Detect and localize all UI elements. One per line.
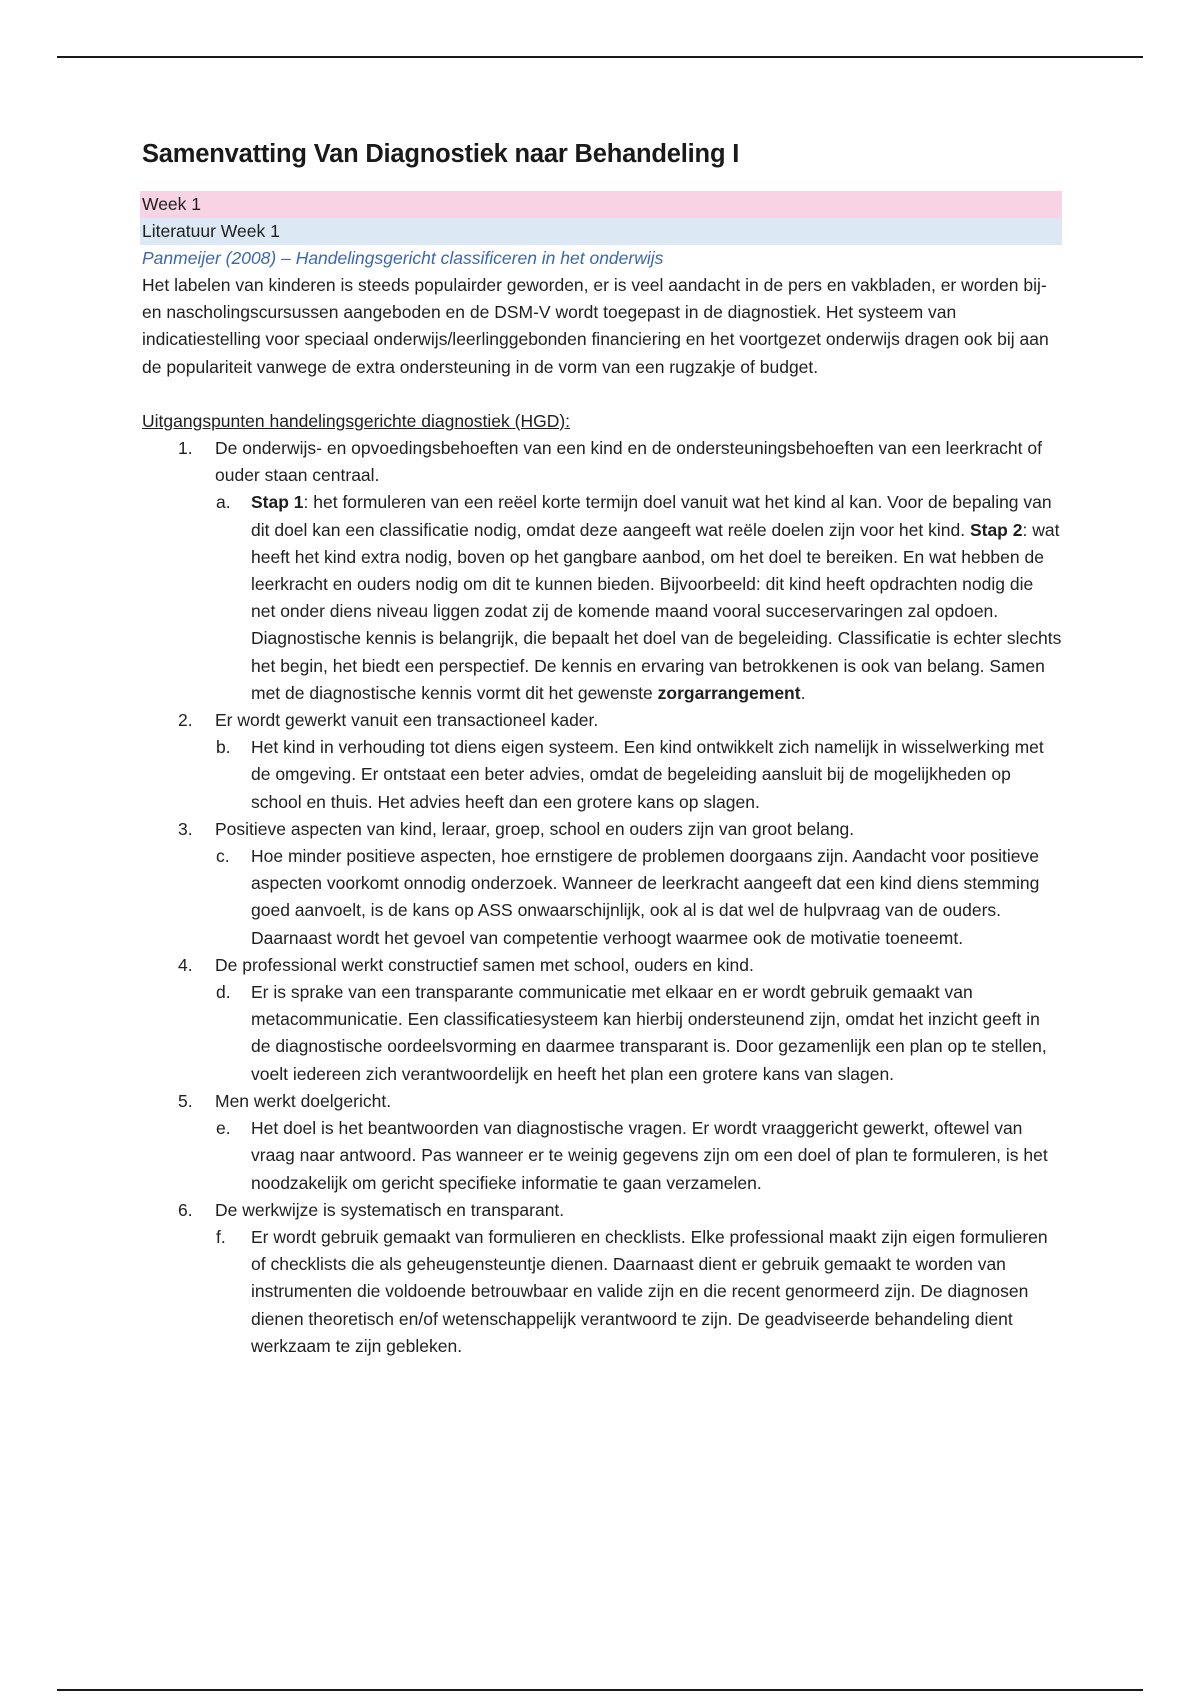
sub-item-letter: c. (216, 846, 230, 867)
item-text: Men werkt doelgericht. (215, 1090, 392, 1111)
stap2-label: Stap 2 (969, 519, 1023, 540)
sub-item (142, 843, 1062, 952)
intro-paragraph: Het labelen van kinderen is steeds populairder geworden, er is veel aandacht in de pers en vakbladen, er worden bij- en nascholingscursussen aangeboden en de DSM-V wordt toegepast in de diagnostiek. Het systeem van indicatiestelling voor speciaal onderwijs/leerlinggebonden financiering en het voortgezet onderwijs dragen ook bij aan de populariteit vanwege de extra ondersteuning in de vorm van een rugzakje of budget. (142, 275, 1049, 377)
reference-heading: Panmeijer (2008) – Handelingsgericht classificeren in het onderwijs (142, 248, 664, 268)
list-item (142, 435, 1062, 707)
sub-item-text: Het doel is het beantwoorden van diagnostische vragen. Er wordt vraaggericht gewerkt, oftewel van vraag naar antwoord. Pas wanneer er te weinig gegevens zijn om een doel of plan te formuleren, is het noodzakelijk om gericht specifieke informatie te gaan verzamelen. (251, 1118, 1048, 1193)
list-item (142, 1088, 1062, 1197)
literature-heading: Literatuur Week 1 (140, 218, 1062, 245)
week-heading: Week 1 (140, 191, 1062, 218)
section-heading: Uitgangspunten handelingsgerichte diagnostiek (HGD): (142, 410, 571, 431)
list-item (142, 1197, 1062, 1360)
list-item (142, 952, 1062, 1088)
item-number: 3. (178, 818, 193, 839)
sub-item-text: Hoe minder positieve aspecten, hoe ernstigere de problemen doorgaans zijn. Aandacht voor positieve aspecten voorkomt onnodig onderzoek. Wanneer de leerkracht aangeeft dat een kind diens stemming goed aanvoelt, is de kans op ASS onwaarschijnlijk, ook al is dat wel de hulpvraag van de ouders. Daarnaast wordt het gevoel van competentie verhoogt waarmee ook de motivatie toeneemt. (251, 846, 1040, 948)
item-text: Positieve aspecten van kind, leraar, groep, school en ouders zijn van groot belang. (215, 818, 855, 839)
sub-item-letter: a. (216, 492, 231, 513)
sub-item-letter: d. (216, 982, 231, 1003)
sub-item (142, 1115, 1062, 1197)
sub-item (142, 489, 1062, 707)
item-number: 1. (178, 438, 193, 459)
sub-item-text: Er wordt gebruik gemaakt van formulieren en checklists. Elke professional maakt zijn eigen formulieren of checklists die als geheugensteuntje dienen. Daarnaast dient er gebruik gemaakt te worden van instrumenten die voldoende betrouwbaar en valide zijn en die recent genormeerd zijn. De diagnosen dienen theoretisch en/of wetenschappelijk verantwoord te zijn. De geadviseerde behandeling dient werkzaam te zijn gebleken. (251, 1226, 1048, 1356)
item-number: 2. (178, 710, 193, 731)
sub-item-letter: e. (216, 1118, 231, 1139)
item-number: 6. (178, 1199, 193, 1220)
sub-item-text: Het kind in verhouding tot diens eigen systeem. Een kind ontwikkelt zich namelijk in wisselwerking met de omgeving. Er ontstaat een beter advies, omdat de begeleiding aansluit bij de mogelijkheden op school en thuis. Het advies heeft dan een grotere kans op slagen. (251, 737, 1044, 812)
sub-item-letter: f. (216, 1226, 226, 1247)
footer-rule (57, 1689, 1143, 1691)
sub-item (142, 734, 1062, 816)
item-number: 4. (178, 954, 193, 975)
sub-item-letter: b. (216, 737, 231, 758)
item-text: Er wordt gewerkt vanuit een transactioneel kader. (215, 710, 599, 731)
sub-item (142, 1224, 1062, 1360)
item-text: De professional werkt constructief samen met school, ouders en kind. (215, 954, 754, 975)
principles-list (142, 435, 1062, 1360)
sub-item-text: Er is sprake van een transparante communicatie met elkaar en er wordt gebruik gemaakt van metacommunicatie. Een classificatiesysteem kan hierbij ondersteunend zijn, omdat het inzicht geeft in de diagnostische oordeelsvorming en daarmee transparant is. Door gezamenlijk een plan op te stellen, voelt iedereen zich verantwoordelijk en heeft het plan een grotere kans van slagen. (251, 982, 1047, 1084)
item-text: De onderwijs- en opvoedingsbehoeften van een kind en de ondersteuningsbehoeften van een leerkracht of ouder staan centraal. (215, 438, 1042, 486)
zorgarrangement-term: zorgarrangement (657, 682, 801, 703)
item-text: De werkwijze is systematisch en transparant. (215, 1199, 565, 1220)
stap1-label: Stap 1 (251, 492, 304, 513)
item-number: 5. (178, 1090, 193, 1111)
document-body (142, 140, 1062, 1360)
list-item (142, 707, 1062, 816)
sub-item (142, 979, 1062, 1088)
header-rule (57, 56, 1143, 58)
sub-item-text: Stap 1: het formuleren van een reëel korte termijn doel vanuit wat het kind al kan. Voor de bepaling van dit doel kan een classificatie nodig, omdat deze aangeeft wat reële doelen zijn voor het kind. Stap 2: wat heeft het kind extra nodig, boven op het gangbare aanbod, om het doel te bereiken. En wat hebben de leerkracht en ouders nodig om dit te kunnen bieden. Bijvoorbeeld: dit kind heeft opdrachten nodig die net onder diens niveau liggen zodat zij de komende maand vooral succeservaringen zal opdoen. Diagnostische kennis is belangrijk, die bepaalt het doel van de begeleiding. Classificatie is echter slechts het begin, het biedt een perspectief. De kennis en ervaring van betrokkenen is ook van belang. Samen met de diagnostische kennis vormt dit het gewenste zorgarrangement. (251, 492, 1062, 703)
list-item (142, 816, 1062, 952)
document-title: Samenvatting Van Diagnostiek naar Behandeling I (142, 140, 740, 168)
